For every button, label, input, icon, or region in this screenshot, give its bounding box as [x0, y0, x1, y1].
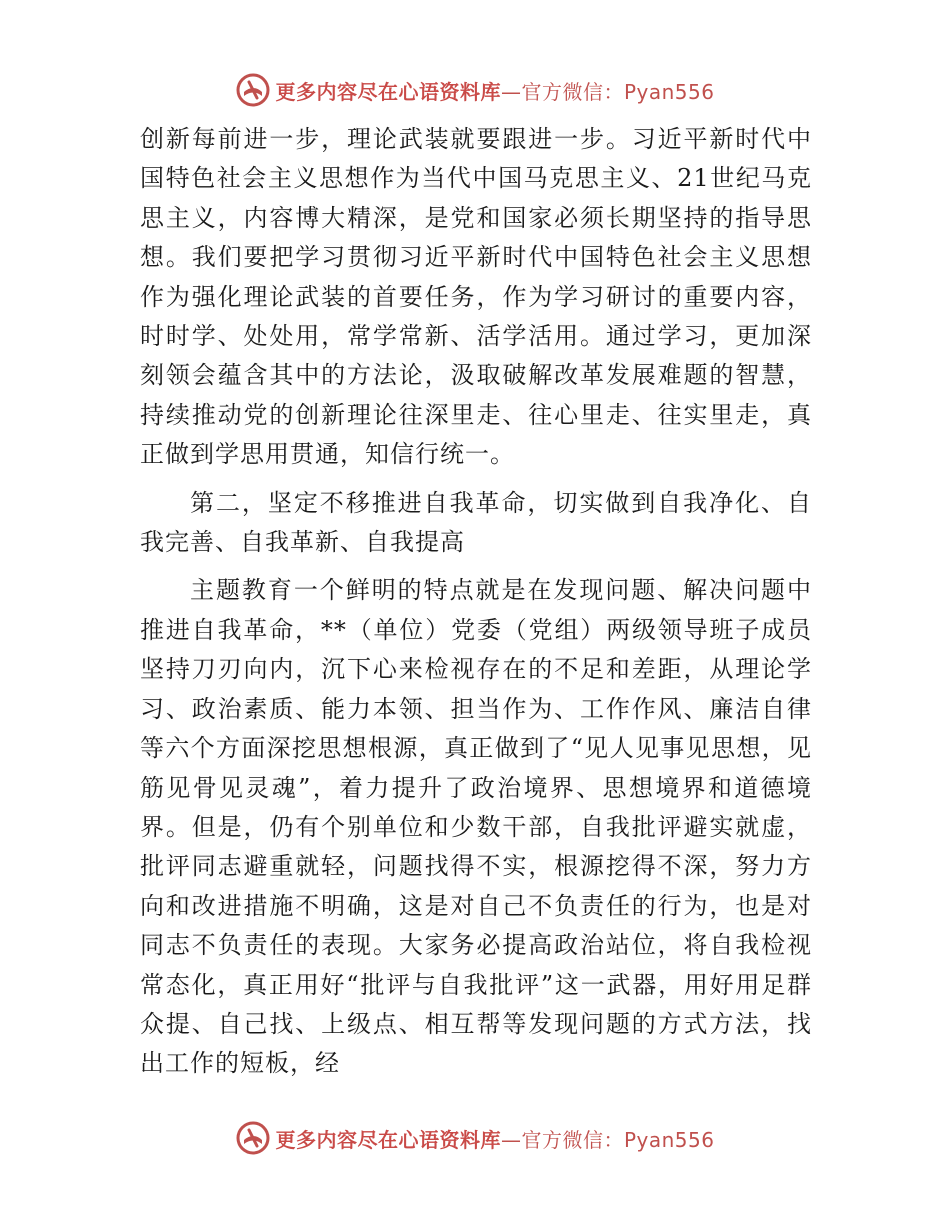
header-dash: — — [500, 79, 522, 104]
book-logo-icon — [235, 72, 271, 108]
footer-banner — [0, 1118, 950, 1158]
paragraph-1: 创新每前进一步，理论武装就要跟进一步。习近平新时代中国特色社会主义思想作为当代中国马克思主义、21世纪马克思主义，内容博大精深，是党和国家必须长期坚持的指导思想。我们要把学习贯彻习近平新时代中国特色社会主义思想作为强化理论武装的首要任务，作为学习研讨的重要内容，时时学、处处用，常学常新、活学活用。通过学习，更加深刻领会蕴含其中的方法论，汲取破解改革发展难题的智慧，持续推动党的创新理论往深里走、往心里走、往实里走，真正做到学思用贯通，知信行统一。 — [140, 125, 812, 469]
section-heading: 第二，坚定不移推进自我革命，切实做到自我净化、自我完善、自我革新、自我提高 — [140, 488, 812, 557]
header-text — [275, 76, 714, 105]
document-body — [140, 120, 812, 1093]
header-contact: 官方微信：Pyan556 — [521, 79, 715, 104]
footer-contact: 官方微信：Pyan556 — [521, 1127, 715, 1152]
book-logo-icon — [235, 1120, 271, 1156]
paragraph-2: 主题教育一个鲜明的特点就是在发现问题、解决问题中推进自我革命，**（单位）党委（党组）两级领导班子成员坚持刀刃向内，沉下心来检视存在的不足和差距，从理论学习、政治素质、能力本领、担当作为、工作作风、廉洁自律等六个方面深挖思想根源，真正做到了“见人见事见思想，见筋见骨见灵魂”，着力提升了政治境界、思想境界和道德境界。但是，仍有个别单位和少数干部，自我批评避实就虚，批评同志避重就轻，问题找得不实，根源挖得不深，努力方向和改进措施不明确，这是对自己不负责任的行为，也是对同志不负责任的表现。大家务必提高政治站位，将自我检视常态化，真正用好“批评与自我批评”这一武器，用好用足群众提、自己找、上级点、相互帮等发现问题的方式方法，找出工作的短板，经 — [140, 576, 812, 1078]
header-brand: 更多内容尽在心语资料库 — [275, 79, 501, 104]
footer-text — [275, 1124, 714, 1153]
header-banner — [0, 70, 950, 110]
footer-dash: — — [500, 1127, 522, 1152]
footer-brand: 更多内容尽在心语资料库 — [275, 1127, 501, 1152]
